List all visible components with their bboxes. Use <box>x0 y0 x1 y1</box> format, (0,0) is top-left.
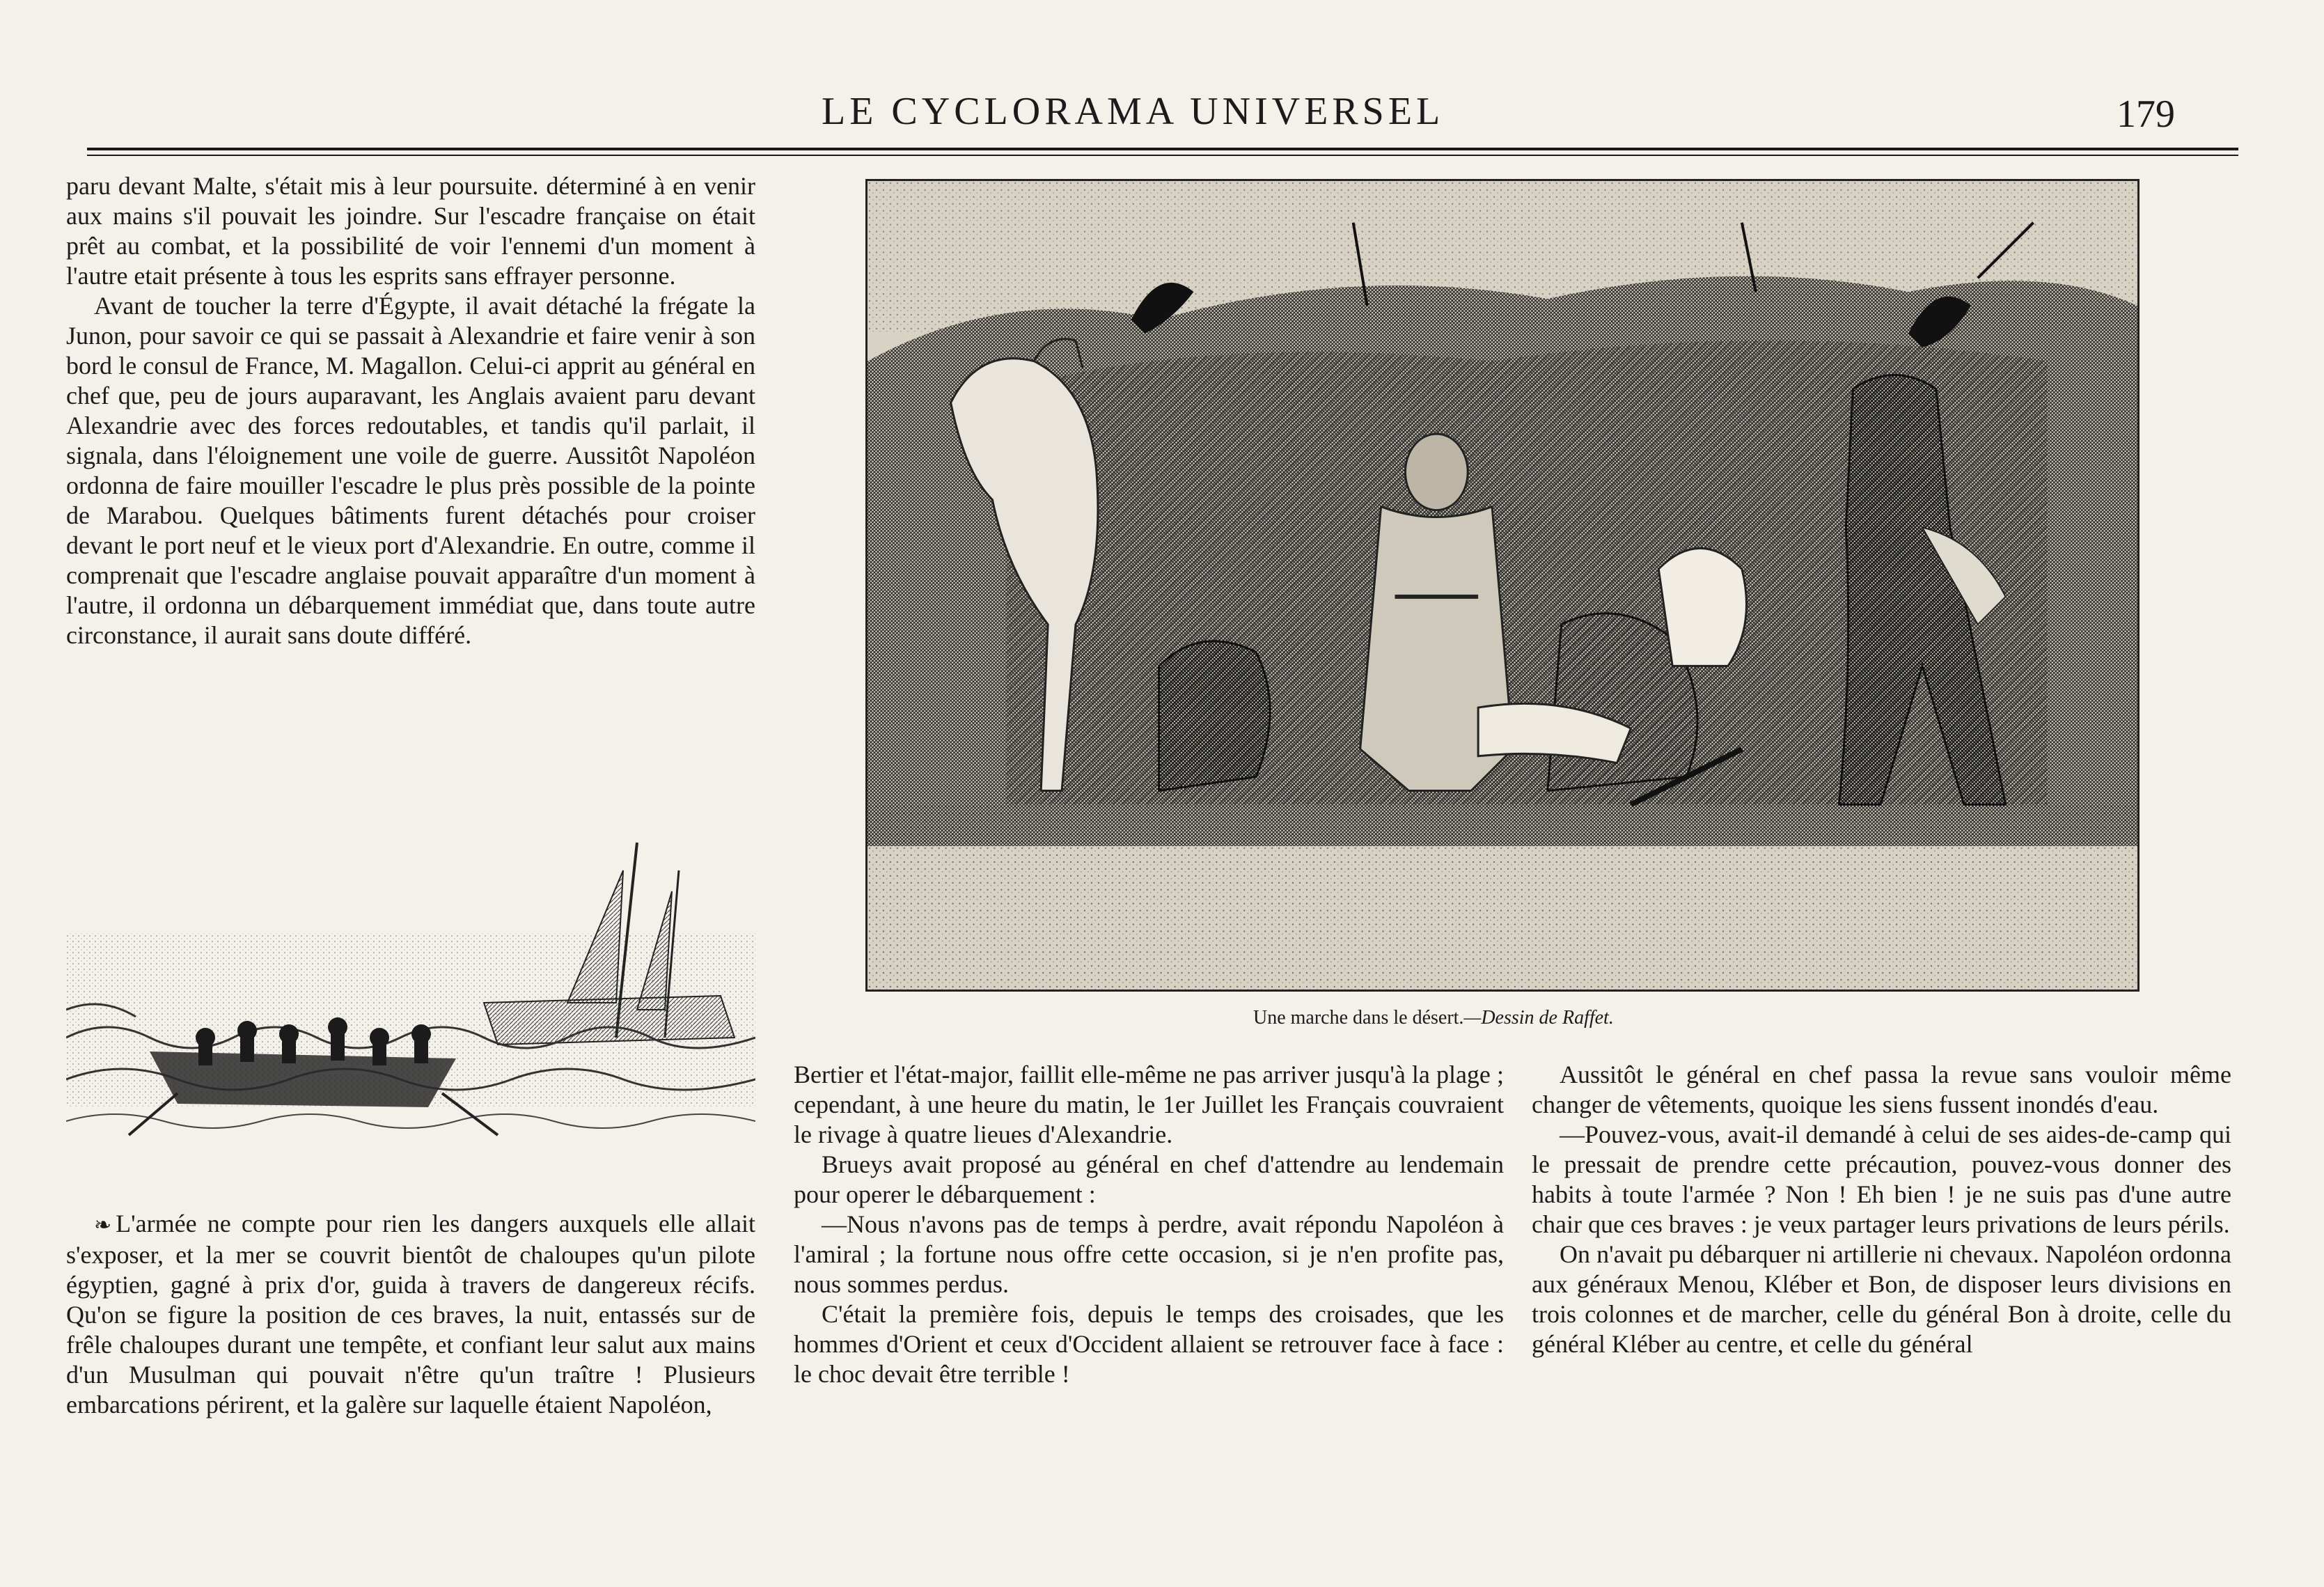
running-head: LE CYCLORAMA UNIVERSEL <box>822 90 1445 133</box>
desert-march-engraving-icon <box>867 181 2137 990</box>
column-2 <box>794 1060 1504 1389</box>
paragraph: Avant de toucher la terre d'Égypte, il avait détaché la frégate la Junon, pour savoir ce qui se passait à Alexandrie et faire venir à son bord le consul de France, M. Magallon. Celui-ci apprit au général en chef que, peu de jours auparavant, les Anglais avaient paru devant Alexandrie avec des forces redoutables, et tandis qu'il parlait, il signala, dans l'éloignement une voile de guerre. Aussitôt Napoléon ordonna de faire mouiller l'escadre le plus près possible de la pointe de Marabou. Quelques bâtiments furent détachés pour croiser devant le port neuf et le vieux port d'Alexandrie. En outre, comme il comprenait que l'escadre anglaise pouvait apparaître d'un moment à l'autre, il ordonna un débarquement immédiat que, dans toute autre circonstance, il aurait sans doute différé. <box>66 292 755 649</box>
paragraph: Brueys avait proposé au général en chef d'attendre au lendemain pour operer le débarquement : <box>794 1150 1504 1208</box>
column-3 <box>1532 1060 2231 1359</box>
paragraph: Bertier et l'état-major, faillit elle-même ne pas arriver jusqu'à la plage ; cependant, à une heure du matin, le 1er Juillet les Français couvraient le rivage à quatre lieues d'Alexandrie. <box>794 1061 1504 1148</box>
paragraph: —Pouvez-vous, avait-il demandé à celui de ses aides-de-camp qui le pressait de prendre cette précaution, pouvez-vous donner des habits à toute l'armée ? Non ! Eh bien ! je ne suis pas d'une autre chair que ces braves : je veux partager leurs privations de leurs périls. <box>1532 1120 2231 1238</box>
paragraph-text: L'armée ne compte pour rien les dangers auxquels elle allait s'exposer, et la mer se couvrit bientôt de chaloupes qu'un pilote égyptien, gagné à prix d'or, guida à travers de dangereux récifs. Qu'on se figure la position de ces braves, la nuit, entassés sur de frêle chaloupes durant une tempête, et confiant leur salut aux mains d'un Musulman qui pouvait n'être qu'un traître ! Plusieurs embarcations périrent, et la galère sur laquelle étaient Napoléon, <box>66 1210 755 1418</box>
column-1-bottom <box>66 1209 755 1420</box>
column-1-top <box>66 171 755 650</box>
boat-engraving-icon <box>66 829 755 1170</box>
figure-caption <box>1253 1007 1614 1029</box>
caption-credit: —Dessin de Raffet. <box>1463 1007 1614 1029</box>
page-number: 179 <box>2117 93 2175 136</box>
paragraph: —Nous n'avons pas de temps à perdre, avait répondu Napoléon à l'amiral ; la fortune nous offre cette occasion, si je n'en profite pas, nous sommes perdus. <box>794 1210 1504 1298</box>
caption-title: Une marche dans le désert. <box>1253 1007 1464 1029</box>
fleuron-mark: ❧ <box>94 1214 112 1237</box>
desert-march-illustration <box>865 179 2140 992</box>
boat-landing-illustration <box>66 829 755 1170</box>
paragraph: On n'avait pu débarquer ni artillerie ni chevaux. Napoléon ordonna aux généraux Menou, Kléber et Bon, de disposer leurs divisions en trois colonnes et de marcher, celle du général Bon à droite, celle du général Kléber au centre, et celle du général <box>1532 1240 2231 1358</box>
paragraph: C'était la première fois, depuis le temps des croisades, que les hommes d'Orient et ceux d'Occident allaient se retrouver face à face : le choc devait être terrible ! <box>794 1300 1504 1388</box>
header-rule-thick <box>87 148 2238 150</box>
paragraph: paru devant Malte, s'était mis à leur poursuite. déterminé à en venir aux mains s'il pouvait les joindre. Sur l'escadre française on était prêt au combat, et la possibilité de voir l'ennemi d'un moment à l'autre etait présente à tous les esprits sans effrayer personne. <box>66 172 755 290</box>
paragraph: Aussitôt le général en chef passa la revue sans vouloir même changer de vêtements, quoique les siens fussent inondés d'eau. <box>1532 1061 2231 1118</box>
header-rule-thin <box>87 155 2238 156</box>
paragraph <box>66 1209 755 1420</box>
